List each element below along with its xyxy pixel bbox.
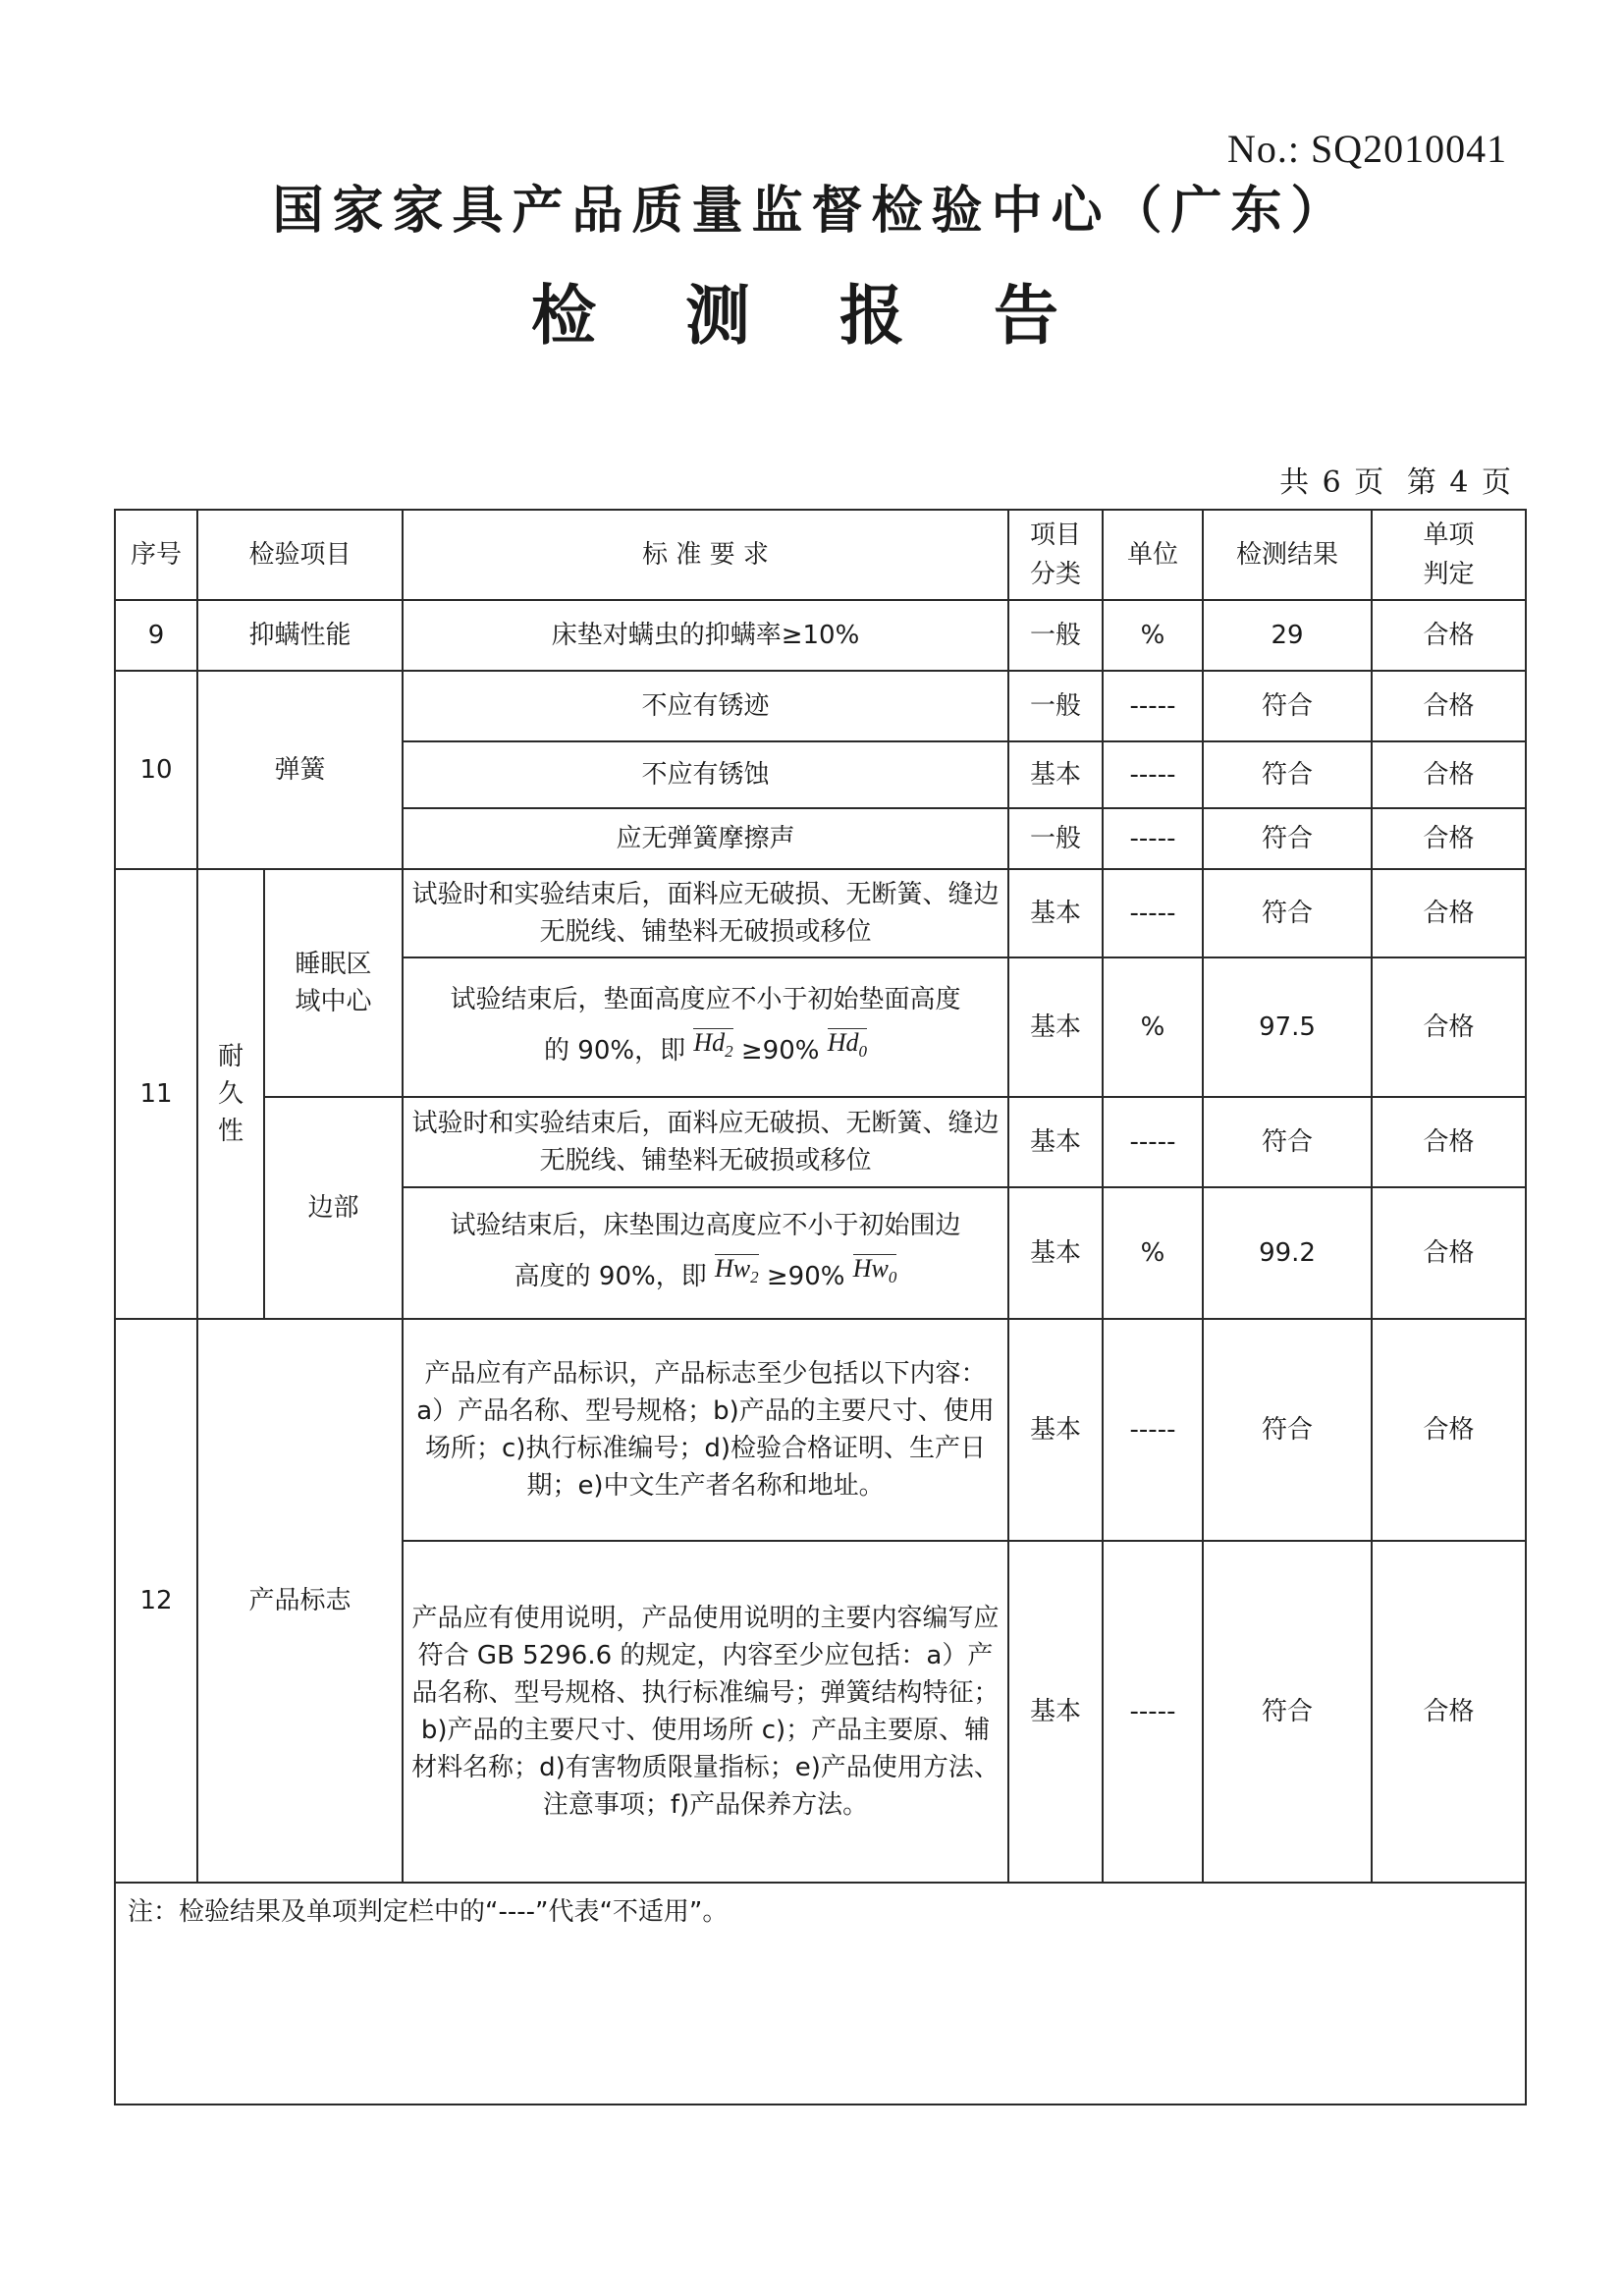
judgment-cell: 合格 [1372, 741, 1526, 808]
judgment-cell: 合格 [1372, 808, 1526, 869]
category-cell: 基本 [1008, 1187, 1103, 1319]
organization-title: 国家家具产品质量监督检验中心（广东） [272, 181, 1351, 241]
unit-cell: % [1103, 957, 1203, 1097]
judgment-cell: 合格 [1372, 1319, 1526, 1541]
item-cell: 产品标志 [197, 1319, 403, 1883]
judgment-cell: 合格 [1372, 600, 1526, 671]
table-row [115, 1097, 1526, 1187]
result-cell: 符合 [1203, 741, 1372, 808]
formula-symbol [715, 1254, 759, 1291]
unit-cell: ----- [1103, 869, 1203, 957]
col-header-category-l1: 项目 [1030, 520, 1082, 550]
judgment-cell: 合格 [1372, 671, 1526, 741]
page-total: 共 6 页 [1279, 465, 1386, 500]
table-row [115, 600, 1526, 671]
formula-operator: ≥90% [766, 1261, 845, 1291]
col-header-requirement: 标 准 要 求 [403, 510, 1008, 600]
requirement-cell: 不应有锈蚀 [403, 741, 1008, 808]
category-cell: 基本 [1008, 1097, 1103, 1187]
unit-cell: ----- [1103, 741, 1203, 808]
item-char-2: 久 [217, 1079, 243, 1109]
formula-symbol-sub: 0 [888, 1268, 897, 1287]
item-cell: 弹簧 [197, 671, 403, 869]
note-cell: 注：检验结果及单项判定栏中的“----”代表“不适用”。 [115, 1883, 1526, 2105]
col-header-category [1008, 510, 1103, 600]
result-cell: 符合 [1203, 869, 1372, 957]
requirement-line-2 [411, 1027, 1000, 1073]
formula-symbol-sub: 2 [725, 1042, 733, 1062]
requirement-cell [403, 957, 1008, 1097]
requirement-line-2 [411, 1253, 1000, 1299]
formula-symbol [853, 1254, 897, 1291]
subitem-cell-sleep-zone [264, 869, 403, 1097]
category-cell: 基本 [1008, 741, 1103, 808]
result-cell: 符合 [1203, 1097, 1372, 1187]
formula-operator: ≥90% [740, 1035, 820, 1066]
requirement-text: 的 90%，即 [544, 1035, 686, 1066]
inspection-table [114, 509, 1527, 2105]
seq-cell: 12 [115, 1319, 197, 1883]
unit-cell: ----- [1103, 1097, 1203, 1187]
unit-cell: % [1103, 600, 1203, 671]
note-row [115, 1883, 1526, 2105]
result-cell: 99.2 [1203, 1187, 1372, 1319]
col-header-result: 检测结果 [1203, 510, 1372, 600]
subitem-l1: 睡眠区 [295, 950, 372, 979]
requirement-cell: 产品应有产品标识，产品标志至少包括以下内容：a）产品名称、型号规格；b)产品的主要尺寸、使用场所；c)执行标准编号；d)检验合格证明、生产日期；e)中文生产者名称和地址。 [403, 1319, 1008, 1541]
item-cell: 抑螨性能 [197, 600, 403, 671]
report-number: No.: SQ2010041 [1227, 127, 1508, 171]
item-char-1: 耐 [217, 1042, 243, 1071]
result-cell: 符合 [1203, 671, 1372, 741]
seq-cell: 9 [115, 600, 197, 671]
table-row [115, 1319, 1526, 1541]
requirement-cell: 床垫对螨虫的抑螨率≥10% [403, 600, 1008, 671]
judgment-cell: 合格 [1372, 869, 1526, 957]
item-cell-durability [197, 869, 264, 1319]
item-char-3: 性 [217, 1117, 243, 1146]
unit-cell: ----- [1103, 671, 1203, 741]
subitem-l2: 域中心 [295, 987, 372, 1016]
formula-symbol-base: Hw [715, 1253, 751, 1283]
unit-cell: ----- [1103, 1319, 1203, 1541]
category-cell: 基本 [1008, 1541, 1103, 1883]
unit-cell: ----- [1103, 808, 1203, 869]
result-cell: 符合 [1203, 1319, 1372, 1541]
category-cell: 一般 [1008, 808, 1103, 869]
requirement-cell: 产品应有使用说明，产品使用说明的主要内容编写应符合 GB 5296.6 的规定，内容至少应包括：a）产品名称、型号规格、执行标准编号；弹簧结构特征；b)产品的主要尺寸、使用场所 c)；产品主要原、辅材料名称；d)有害物质限量指标；e)产品使用方法、注意事项；f)产品保养方法。 [403, 1541, 1008, 1883]
table-row [115, 869, 1526, 957]
category-cell: 一般 [1008, 600, 1103, 671]
judgment-cell: 合格 [1372, 957, 1526, 1097]
judgment-cell: 合格 [1372, 1187, 1526, 1319]
table-row [115, 671, 1526, 741]
col-header-judgment-l1: 单项 [1423, 520, 1475, 550]
result-cell: 29 [1203, 600, 1372, 671]
page-indicator [1270, 458, 1513, 501]
requirement-line-1: 试验结束后，床垫围边高度应不小于初始围边 [450, 1210, 961, 1240]
seq-cell: 10 [115, 671, 197, 869]
requirement-text: 高度的 90%，即 [514, 1261, 707, 1291]
category-cell: 基本 [1008, 957, 1103, 1097]
col-header-item: 检验项目 [197, 510, 403, 600]
requirement-line-1: 试验结束后，垫面高度应不小于初始垫面高度 [450, 984, 961, 1014]
requirement-cell [403, 1187, 1008, 1319]
formula-symbol-base: Hd [693, 1027, 726, 1057]
seq-cell: 11 [115, 869, 197, 1319]
formula-symbol [693, 1028, 732, 1066]
unit-cell: ----- [1103, 1541, 1203, 1883]
subitem-cell-edge: 边部 [264, 1097, 403, 1319]
category-cell: 基本 [1008, 1319, 1103, 1541]
requirement-cell: 不应有锈迹 [403, 671, 1008, 741]
document-title: 检 测 报 告 [531, 277, 1092, 354]
formula-symbol-sub: 0 [858, 1042, 868, 1062]
category-cell: 基本 [1008, 869, 1103, 957]
result-cell: 符合 [1203, 1541, 1372, 1883]
requirement-cell: 试验时和实验结束后，面料应无破损、无断簧、缝边无脱线、铺垫料无破损或移位 [403, 869, 1008, 957]
requirement-cell: 试验时和实验结束后，面料应无破损、无断簧、缝边无脱线、铺垫料无破损或移位 [403, 1097, 1008, 1187]
col-header-judgment [1372, 510, 1526, 600]
result-cell: 97.5 [1203, 957, 1372, 1097]
requirement-cell: 应无弹簧摩擦声 [403, 808, 1008, 869]
judgment-cell: 合格 [1372, 1541, 1526, 1883]
formula-symbol-sub: 2 [750, 1268, 759, 1287]
col-header-seq: 序号 [115, 510, 197, 600]
col-header-judgment-l2: 判定 [1423, 560, 1475, 589]
col-header-category-l2: 分类 [1030, 560, 1082, 589]
table-header-row [115, 510, 1526, 600]
unit-cell: % [1103, 1187, 1203, 1319]
page-current: 第 4 页 [1406, 465, 1513, 500]
col-header-unit: 单位 [1103, 510, 1203, 600]
category-cell: 一般 [1008, 671, 1103, 741]
formula-symbol-base: Hd [827, 1027, 859, 1057]
formula-symbol [828, 1028, 867, 1066]
result-cell: 符合 [1203, 808, 1372, 869]
judgment-cell: 合格 [1372, 1097, 1526, 1187]
formula-symbol-base: Hw [852, 1253, 889, 1283]
